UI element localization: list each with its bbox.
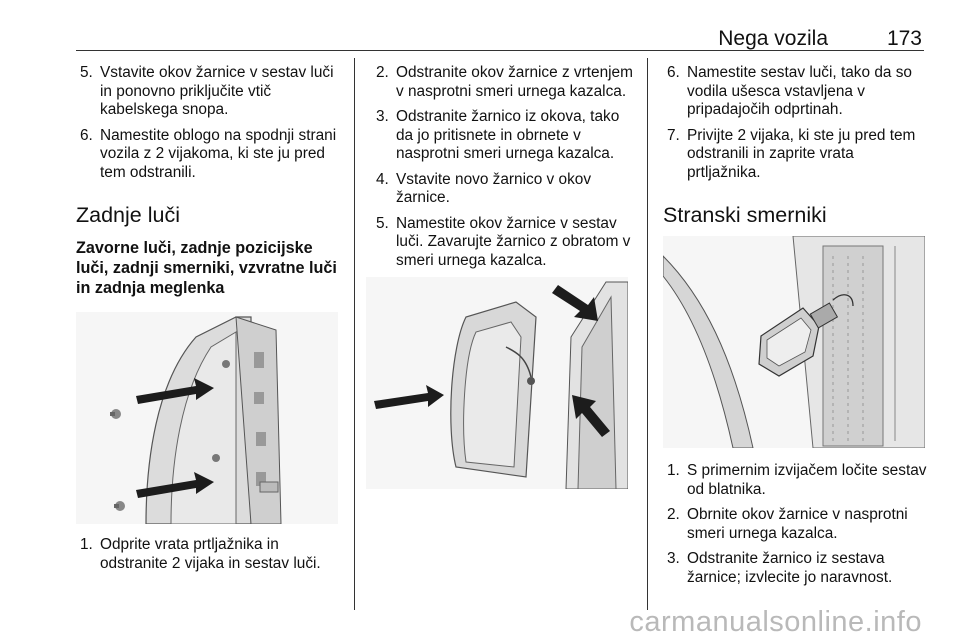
step-text: Vstavite novo žarnico v okov žarnice.: [396, 170, 592, 206]
step-number: 7.: [667, 126, 680, 144]
step-number: 5.: [80, 64, 93, 81]
step-number: 1.: [80, 536, 93, 553]
steps-list-bottom: [663, 462, 927, 587]
step-number: 6.: [667, 64, 680, 81]
step-text: Odstranite žarnico iz sestava žarnice; izvlecite jo naravnost.: [687, 550, 893, 586]
list-item: [372, 215, 634, 271]
list-item: [663, 64, 927, 120]
list-item: [76, 64, 342, 120]
section-title-side-indicators: Stranski smerniki: [663, 203, 827, 227]
step-text: Privijte 2 vijaka, ki ste ju pred tem odstranili in zaprite vrata prtljažnika.: [687, 126, 916, 181]
page-number: 173: [886, 27, 922, 50]
list-item: [76, 536, 342, 573]
step-number: 1.: [667, 462, 680, 479]
step-number: 2.: [667, 506, 680, 523]
step-text: Vstavite okov žarnice v sestav luči in ponovno priključite vtič kabelskega snopa.: [100, 64, 334, 118]
list-item: [372, 108, 634, 164]
list-item: [372, 171, 634, 208]
step-text: Odstranite žarnico iz okova, tako da jo pritisnete in obrnete v nasprotni smeri urnega kazalca.: [396, 108, 620, 162]
steps-list-bottom: [76, 536, 342, 573]
step-text: Namestite okov žarnice v sestav luči. Zavarujte žarnico z obratom v smeri urnega kazalca.: [396, 214, 631, 269]
list-item: [663, 550, 927, 587]
step-text: Odprite vrata prtljažnika in odstranite 2 vijaka in sestav luči.: [100, 536, 321, 572]
subsection-title-brake-lights: Zavorne luči, zadnje pozicijske luči, zadnji smerniki, vzvratne luči in zadnja meglenka: [76, 239, 337, 297]
step-text: Odstranite okov žarnice z vrtenjem v nasprotni smeri urnega kazalca.: [396, 64, 633, 100]
column-3: [663, 64, 927, 594]
step-number: 2.: [376, 64, 389, 81]
step-number: 3.: [667, 550, 680, 567]
list-item: [663, 462, 927, 499]
step-text: Namestite sestav luči, tako da so vodila ušesca vstavljena v pripadajočih odprtinah.: [687, 64, 912, 118]
bulb-holder-figure: [366, 277, 628, 489]
column-divider-1: [354, 58, 355, 610]
list-item: [663, 506, 927, 543]
header-rule: [76, 50, 924, 51]
step-text: S primernim izvijačem ločite sestav od blatnika.: [687, 462, 927, 498]
rear-light-removal-figure: [76, 312, 338, 524]
step-text: Obrnite okov žarnice v nasprotni smeri urnega kazalca.: [687, 506, 908, 542]
column-1: [76, 64, 342, 580]
steps-list: [372, 64, 634, 270]
page-header-title: Nega vozila: [718, 27, 828, 50]
step-number: 5.: [376, 214, 389, 232]
list-item: [372, 64, 634, 101]
step-text: Namestite oblogo na spodnji strani vozila z 2 vijakoma, ki ste ju pred tem odstranili.: [100, 126, 337, 181]
step-number: 3.: [376, 108, 389, 125]
column-divider-2: [647, 58, 648, 610]
section-title-rear-lights: Zadnje luči: [76, 203, 180, 227]
watermark: carmanualsonline.info: [629, 606, 922, 638]
list-item: [76, 127, 342, 183]
step-number: 4.: [376, 170, 389, 188]
step-number: 6.: [80, 126, 93, 144]
steps-list-top: [663, 64, 927, 182]
list-item: [663, 127, 927, 183]
steps-list-top: [76, 64, 342, 182]
column-2: [372, 64, 634, 489]
side-indicator-figure: [663, 236, 925, 448]
